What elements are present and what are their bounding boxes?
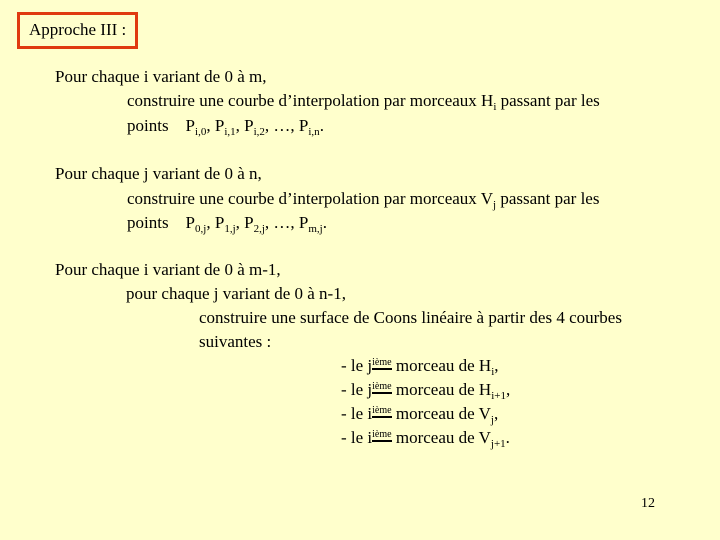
curve-list-item — [341, 427, 510, 449]
block3-line4: suivantes : — [199, 332, 272, 351]
slide-title — [17, 12, 138, 49]
item-text: morceau de H — [391, 356, 492, 375]
block2-line2-end: passant par les — [496, 189, 600, 208]
b2-sep3: , …, P — [264, 213, 309, 232]
b1-sub4: i,n — [308, 126, 320, 138]
item-end: , — [493, 404, 499, 423]
item-sup: ième — [372, 381, 392, 392]
curve-list-item — [341, 355, 499, 377]
b2-sub4: m,j — [308, 223, 323, 235]
b1-points-label: points P — [127, 116, 196, 135]
curve-list-item — [341, 379, 510, 401]
item-text: morceau de V — [391, 404, 491, 423]
item-sub: i — [491, 366, 495, 378]
item-text: morceau de H — [391, 380, 492, 399]
b2-end: . — [322, 213, 327, 232]
item-sup: ième — [372, 357, 392, 368]
item-prefix: - le j — [341, 380, 373, 399]
b1-sub3: i,2 — [253, 126, 265, 138]
item-sup: ième — [372, 405, 392, 416]
b1-sub1: i,0 — [195, 126, 207, 138]
block1-line2 — [127, 90, 600, 112]
block1-line2-text: construire une courbe d’interpolation par morceaux H — [127, 91, 494, 110]
item-prefix: - le j — [341, 356, 373, 375]
item-sub: j — [490, 414, 494, 426]
block1-line3 — [127, 115, 324, 137]
item-prefix: - le i — [341, 404, 373, 423]
page-number: 12 — [641, 496, 655, 511]
b2-sep2: , P — [235, 213, 254, 232]
block2-line3 — [127, 212, 327, 234]
block3-line1: Pour chaque i variant de 0 à m-1, — [55, 260, 281, 279]
item-end: . — [505, 428, 510, 447]
b2-sub1: 0,j — [195, 223, 207, 235]
curve-list-item — [341, 403, 498, 425]
block2-line2-text: construire une courbe d’interpolation par morceaux V — [127, 189, 493, 208]
item-sub: j+1 — [490, 438, 506, 450]
b1-sep2: , P — [235, 116, 254, 135]
block2-line2-sub: j — [493, 199, 497, 211]
b1-sep1: , P — [206, 116, 225, 135]
block2-line2 — [127, 188, 599, 210]
item-sup: ième — [372, 429, 392, 440]
block1-line1: Pour chaque i variant de 0 à m, — [55, 67, 267, 86]
b1-sub2: i,1 — [224, 126, 236, 138]
slide-title-text: Approche III : — [29, 20, 127, 39]
b2-sub3: 2,j — [253, 223, 265, 235]
block2-line1: Pour chaque j variant de 0 à n, — [55, 164, 262, 183]
b2-sep1: , P — [206, 213, 225, 232]
block3-line3: construire une surface de Coons linéaire à partir des 4 courbes — [199, 308, 622, 327]
item-prefix: - le i — [341, 428, 373, 447]
block3-line2: pour chaque j variant de 0 à n-1, — [126, 284, 346, 303]
item-text: morceau de V — [391, 428, 491, 447]
b2-sub2: 1,j — [224, 223, 236, 235]
item-end: , — [505, 380, 511, 399]
b2-points-label: points P — [127, 213, 196, 232]
item-sub: i+1 — [491, 390, 506, 402]
block1-line2-end: passant par les — [496, 91, 600, 110]
block1-line2-sub: i — [493, 101, 497, 113]
b1-sep3: , …, P — [264, 116, 309, 135]
item-end: , — [494, 356, 499, 375]
b1-end: . — [319, 116, 324, 135]
